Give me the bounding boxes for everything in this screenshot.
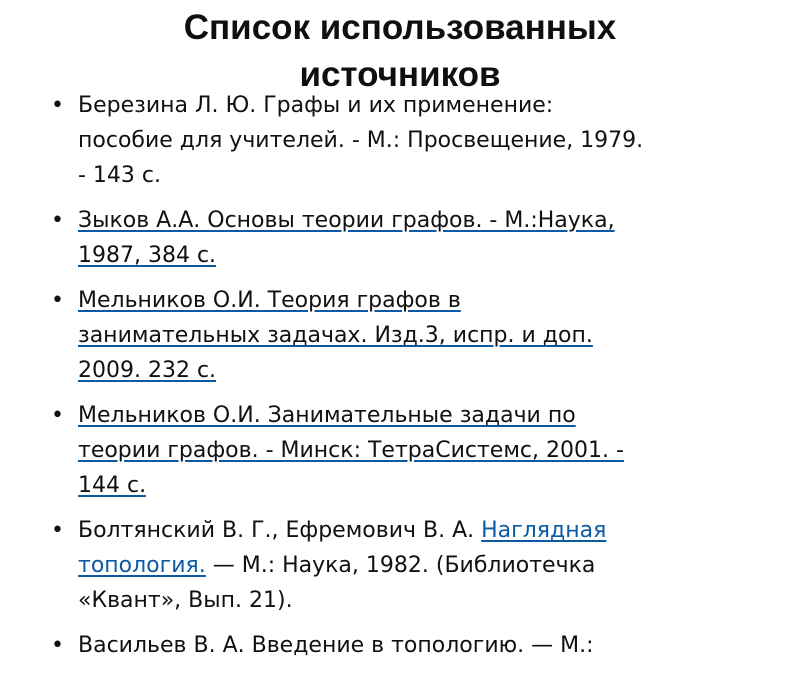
bullet-icon: • — [51, 208, 64, 233]
bullet-icon: • — [51, 518, 64, 543]
reference-text-line: Васильев В. А. Введение в топологию. — М.: — [78, 633, 594, 658]
reference-link-line[interactable]: 144 с. — [78, 473, 147, 498]
reference-authors: Болтянский В. Г., Ефремович В. А. — [78, 518, 482, 543]
reference-link-line[interactable]: занимательных задачах. Изд.3, испр. и доп. — [78, 323, 593, 348]
reference-link-melnikov-theory[interactable] — [78, 283, 768, 388]
reference-text-line — [78, 548, 768, 583]
reference-text-line — [78, 513, 768, 548]
reference-text-line: пособие для учителей. - М.: Просвещение, 1979. — [78, 128, 644, 153]
reference-link-line[interactable]: 2009. 232 с. — [78, 358, 217, 383]
reference-link-topology[interactable]: топология. — [78, 553, 206, 578]
reference-link-zykov[interactable] — [78, 203, 768, 273]
slide-title — [0, 4, 800, 98]
reference-text-line: Березина Л. Ю. Графы и их применение: — [78, 93, 554, 118]
reference-link-line[interactable]: 1987, 384 с. — [78, 243, 217, 268]
reference-item-melnikov-tasks — [51, 398, 768, 503]
slide-title-line-2: источников — [299, 55, 501, 94]
reference-item-boltyansky — [51, 513, 768, 618]
reference-link-line[interactable]: Мельников О.И. Занимательные задачи по — [78, 403, 576, 428]
bullet-icon: • — [51, 403, 64, 428]
reference-item-berezina — [51, 88, 768, 193]
reference-link-line[interactable]: Мельников О.И. Теория графов в — [78, 288, 461, 313]
bullet-icon: • — [51, 633, 64, 658]
reference-publisher: — М.: Наука, 1982. (Библиотечка — [205, 553, 596, 578]
reference-link-line[interactable]: Зыков А.А. Основы теории графов. - М.:Наука, — [78, 208, 615, 233]
reference-link-naglyadnaya[interactable]: Наглядная — [481, 518, 607, 543]
bullet-icon: • — [51, 288, 64, 313]
reference-item-vasiliev — [51, 628, 768, 663]
reference-link-line[interactable]: теории графов. - Минск: ТетраСистемс, 2001. - — [78, 438, 624, 463]
reference-link-melnikov-tasks[interactable] — [78, 398, 768, 503]
reference-item-zykov — [51, 203, 768, 273]
reference-text-line: - 143 с. — [78, 163, 162, 188]
references-list — [51, 88, 768, 673]
reference-text-line: «Квант», Вып. 21). — [78, 588, 293, 613]
reference-item-melnikov-theory — [51, 283, 768, 388]
bullet-icon: • — [51, 93, 64, 118]
slide-title-line-1: Список использованных — [183, 8, 617, 47]
